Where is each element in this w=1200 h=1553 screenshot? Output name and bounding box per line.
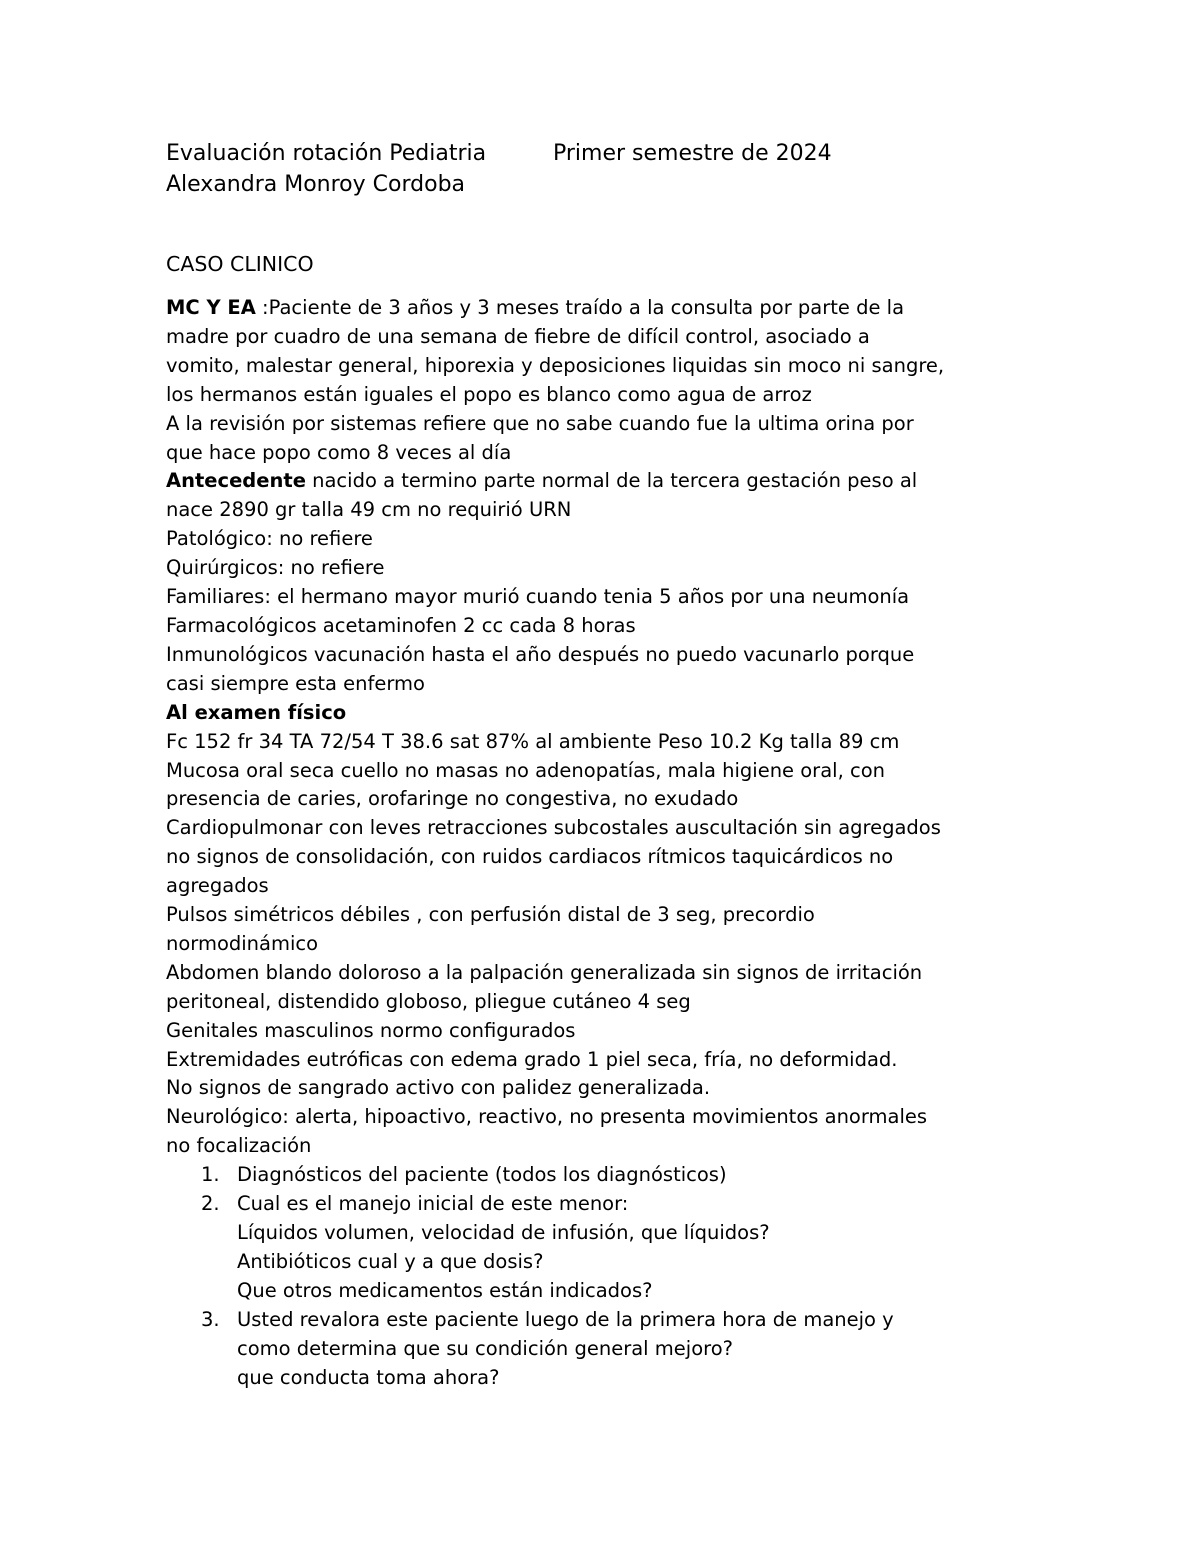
question-number: 3. xyxy=(201,1307,220,1331)
mc-line: MC Y EA :Paciente de 3 años y 3 meses traído a la consulta por parte de la xyxy=(166,296,905,319)
header-title-row xyxy=(166,138,1066,169)
question-list xyxy=(166,1161,1066,1392)
question-line: Cual es el manejo inicial de este menor: xyxy=(237,1192,629,1216)
case-title: CASO CLINICO xyxy=(166,252,314,276)
question-number: 1. xyxy=(201,1163,220,1187)
student-name: Alexandra Monroy Cordoba xyxy=(166,172,466,197)
exam-line: Mucosa oral seca cuello no masas no adenopatías, mala higiene oral, con xyxy=(166,758,885,782)
case-body xyxy=(166,294,1066,1392)
antecedente-line: Antecedente nacido a termino parte normal de la tercera gestación peso al xyxy=(166,469,918,493)
exam-line: Extremidades eutróficas con edema grado 1 piel seca, fría, no deformidad. xyxy=(166,1047,898,1071)
exam-line: Fc 152 fr 34 TA 72/54 T 38.6 sat 87% al ambiente Peso 10.2 Kg talla 89 cm xyxy=(166,729,900,753)
semester-label: Primer semestre de 2024 xyxy=(553,141,832,166)
mc-line: que hace popo como 8 veces al día xyxy=(166,440,512,464)
question-item xyxy=(166,1161,1066,1190)
antecedente-line: nace 2890 gr talla 49 cm no requirió URN xyxy=(166,498,572,522)
antecedente-line: Inmunológicos vacunación hasta el año después no puedo vacunarlo porque xyxy=(166,642,915,666)
antecedente-line: casi siempre esta enfermo xyxy=(166,671,425,695)
exam-line: No signos de sangrado activo con palidez generalizada. xyxy=(166,1076,711,1100)
question-line: Diagnósticos del paciente (todos los diagnósticos) xyxy=(237,1163,727,1187)
exam-line: Cardiopulmonar con leves retracciones subcostales auscultación sin agregados xyxy=(166,816,941,840)
question-item xyxy=(166,1190,1066,1306)
exam-line: no focalización xyxy=(166,1134,312,1158)
exam-line: Pulsos simétricos débiles , con perfusión distal de 3 seg, precordio xyxy=(166,903,815,927)
document-page xyxy=(166,138,1066,1389)
question-line: que conducta toma ahora? xyxy=(237,1365,500,1389)
exam-line: presencia de caries, orofaringe no congestiva, no exudado xyxy=(166,787,739,811)
antecedente-line: Farmacológicos acetaminofen 2 cc cada 8 horas xyxy=(166,613,636,637)
antecedente-line: Quirúrgicos: no refiere xyxy=(166,556,385,580)
exam-line: Abdomen blando doloroso a la palpación generalizada sin signos de irritación xyxy=(166,960,923,984)
mc-line: los hermanos están iguales el popo es blanco como agua de arroz xyxy=(166,382,812,406)
exam-line: Genitales masculinos normo configurados xyxy=(166,1018,576,1042)
exam-line: normodinámico xyxy=(166,931,319,955)
evaluation-title: Evaluación rotación Pediatria xyxy=(166,141,487,166)
question-line: Líquidos volumen, velocidad de infusión, que líquidos? xyxy=(237,1221,770,1244)
question-line: Antibióticos cual y a que dosis? xyxy=(237,1249,544,1273)
antecedente-label: Antecedente xyxy=(166,469,306,493)
question-line: Que otros medicamentos están indicados? xyxy=(237,1278,653,1302)
question-line: Usted revalora este paciente luego de la primera hora de manejo y xyxy=(237,1307,894,1331)
document-header xyxy=(166,138,1066,200)
mc-label: MC Y EA xyxy=(166,296,256,319)
exam-line: agregados xyxy=(166,874,269,898)
antecedente-line: Patológico: no refiere xyxy=(166,527,373,551)
question-item xyxy=(166,1306,1066,1393)
exam-line: peritoneal, distendido globoso, pliegue cutáneo 4 seg xyxy=(166,989,691,1013)
question-line: como determina que su condición general mejoro? xyxy=(237,1336,733,1360)
mc-line: vomito, malestar general, hiporexia y deposiciones liquidas sin moco ni sangre, xyxy=(166,353,945,377)
question-number: 2. xyxy=(201,1192,220,1216)
exam-line: Neurológico: alerta, hipoactivo, reactivo, no presenta movimientos anormales xyxy=(166,1105,928,1129)
antecedente-line: Familiares: el hermano mayor murió cuando tenia 5 años por una neumonía xyxy=(166,585,910,609)
mc-line: madre por cuadro de una semana de fiebre de difícil control, asociado a xyxy=(166,324,870,348)
exam-line: no signos de consolidación, con ruidos cardiacos rítmicos taquicárdicos no xyxy=(166,845,894,869)
exam-label: Al examen físico xyxy=(166,700,347,724)
mc-line: A la revisión por sistemas refiere que no sabe cuando fue la ultima orina por xyxy=(166,411,914,435)
